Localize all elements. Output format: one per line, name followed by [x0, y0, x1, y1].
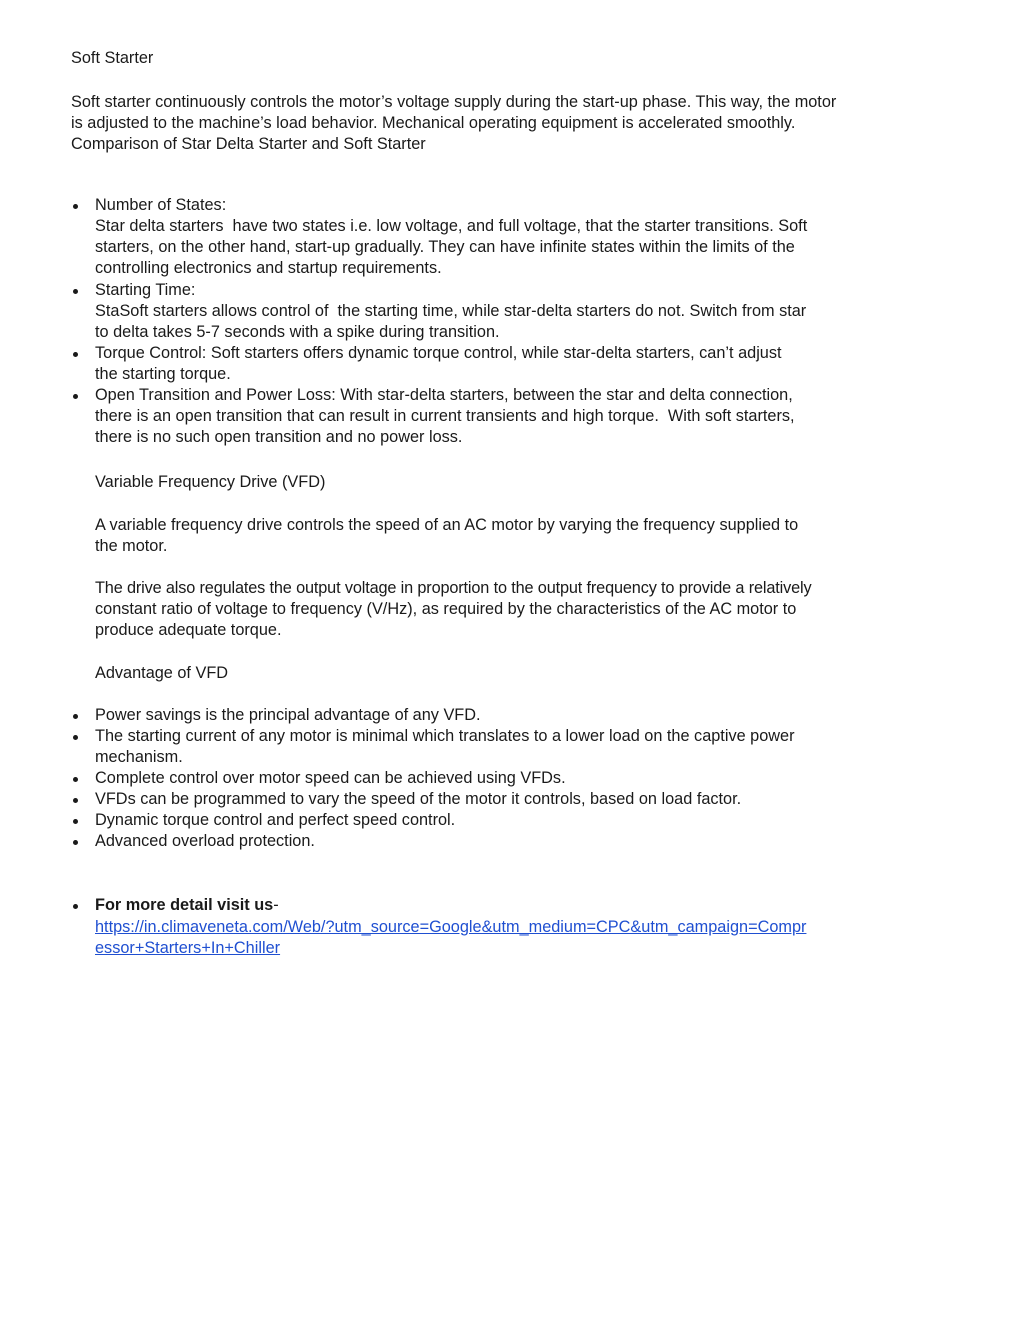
bullet-icon — [73, 204, 78, 209]
intro-line: is adjusted to the machine’s load behavior. Mechanical operating equipment is accelerated smoothly. — [71, 114, 796, 132]
more-detail-link[interactable]: essor+Starters+In+Chiller — [95, 939, 281, 957]
bullet-icon — [73, 840, 78, 845]
page-title: Soft Starter — [71, 49, 154, 67]
bullet-icon — [73, 714, 78, 719]
list-item-text: controlling electronics and startup requirements. — [95, 259, 442, 277]
bullet-icon — [73, 289, 78, 294]
list-item-text: starters, on the other hand, start-up gradually. They can have infinite states within the limits of the — [95, 238, 795, 256]
more-detail-label — [95, 895, 279, 916]
vfd-paragraph-line: produce adequate torque. — [95, 621, 282, 639]
bullet-icon — [73, 777, 78, 782]
more-detail-link-line[interactable] — [95, 917, 806, 938]
bullet-icon — [73, 352, 78, 357]
more-detail-dash: - — [273, 896, 279, 914]
list-item-text: to delta takes 5-7 seconds with a spike during transition. — [95, 323, 500, 341]
more-detail-link-line[interactable] — [95, 938, 280, 959]
vfd-paragraph-line: The drive also regulates the output voltage in proportion to the output frequency to provide a relatively — [95, 579, 812, 597]
list-item-text: Starting Time: — [95, 281, 196, 299]
list-item-text: Number of States: — [95, 196, 227, 214]
list-item-text: Power savings is the principal advantage of any VFD. — [95, 706, 481, 724]
list-item-text: mechanism. — [95, 748, 183, 766]
vfd-paragraph-line: A variable frequency drive controls the speed of an AC motor by varying the frequency supplied to — [95, 516, 799, 534]
more-detail-bold: For more detail visit us — [95, 896, 274, 914]
list-item-text: Complete control over motor speed can be achieved using VFDs. — [95, 769, 566, 787]
bullet-icon — [73, 798, 78, 803]
vfd-heading: Variable Frequency Drive (VFD) — [95, 473, 326, 491]
list-item-text: Advanced overload protection. — [95, 832, 315, 850]
list-item-text: there is no such open transition and no power loss. — [95, 428, 463, 446]
more-detail-link[interactable]: https://in.climaveneta.com/Web/?utm_source=Google&utm_medium=CPC&utm_campaign=Compr — [95, 918, 807, 936]
list-item-text: Star delta starters have two states i.e. low voltage, and full voltage, that the starter transitions. Soft — [95, 217, 808, 235]
bullet-icon — [73, 819, 78, 824]
bullet-icon — [73, 904, 78, 909]
bullet-icon — [73, 735, 78, 740]
list-item-text: there is an open transition that can result in current transients and high torque. With soft starters, — [95, 407, 795, 425]
advantage-heading: Advantage of VFD — [95, 664, 229, 682]
list-item-text: Dynamic torque control and perfect speed control. — [95, 811, 456, 829]
list-item-text: StaSoft starters allows control of the starting time, while star-delta starters do not. Switch from star — [95, 302, 807, 320]
list-item-text: the starting torque. — [95, 365, 231, 383]
list-item-text: The starting current of any motor is minimal which translates to a lower load on the captive power — [95, 727, 795, 745]
list-item-text: Open Transition and Power Loss: With star-delta starters, between the star and delta connection, — [95, 386, 793, 404]
vfd-paragraph-line: the motor. — [95, 537, 168, 555]
list-item-text: VFDs can be programmed to vary the speed of the motor it controls, based on load factor. — [95, 790, 742, 808]
vfd-paragraph-line: constant ratio of voltage to frequency (V/Hz), as required by the characteristics of the AC motor to — [95, 600, 797, 618]
bullet-icon — [73, 394, 78, 399]
intro-line: Soft starter continuously controls the motor’s voltage supply during the start-up phase. This way, the motor — [71, 93, 837, 111]
comparison-heading: Comparison of Star Delta Starter and Soft Starter — [71, 135, 426, 153]
list-item-text: Torque Control: Soft starters offers dynamic torque control, while star-delta starters, can’t adjust — [95, 344, 782, 362]
